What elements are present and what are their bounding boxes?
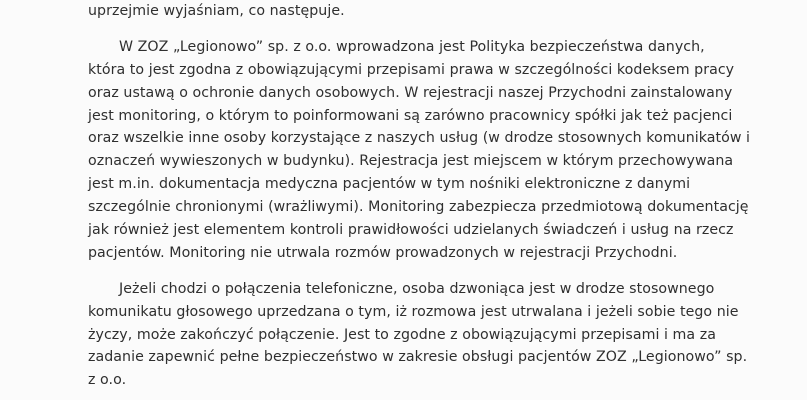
paragraph-2-line: zadanie zapewnić pełne bezpieczeństwo w zakresie obsługi pacjentów ZOZ „Legionowo” sp.	[88, 349, 748, 365]
paragraph-2-line: z o.o.	[88, 372, 127, 388]
paragraph-1-line: oraz wszelkie inne osoby korzystające z naszych usług (w drodze stosownych komunikatów i	[88, 130, 751, 146]
paragraph-1-line: pacjentów. Monitoring nie utrwala rozmów prowadzonych w rejestracji Przychodni.	[88, 245, 678, 261]
paragraph-2-line: komunikatu głosowego uprzedzana o tym, iż rozmowa jest utrwalana i jeżeli sobie tego nie	[88, 304, 739, 320]
paragraph-1-line: jak również jest elementem kontroli prawidłowości udzielanych świadczeń i usług na rzecz	[88, 222, 734, 238]
paragraph-1-line: szczególnie chronionymi (wrażliwymi). Monitoring zabezpiecza przedmiotową dokumentację	[88, 199, 749, 215]
paragraph-1-line: oznaczeń wywieszonych w budynku). Rejestracja jest miejscem w którym przechowywana	[88, 153, 734, 169]
paragraph-1-line: W ZOZ „Legionowo” sp. z o.o. wprowadzona jest Polityka bezpieczeństwa danych,	[119, 39, 705, 55]
paragraph-2-line: Jeżeli chodzi o połączenia telefoniczne, osoba dzwoniąca jest w drodze stosownego	[119, 281, 715, 297]
intro-line: uprzejmie wyjaśniam, co następuje.	[88, 3, 345, 19]
paragraph-1-line: która to jest zgodna z obowiązującymi przepisami prawa w szczególności kodeksem pracy	[88, 62, 735, 78]
paragraph-2-line: życzy, może zakończyć połączenie. Jest to zgodne z obowiązującymi przepisami i ma za	[88, 327, 716, 343]
paragraph-1-line: jest m.in. dokumentacja medyczna pacjentów w tym nośniki elektroniczne z danymi	[88, 176, 691, 192]
paragraph-1-line: oraz ustawą o ochronie danych osobowych. W rejestracji naszej Przychodni zainstalowany	[88, 85, 733, 101]
paragraph-1-line: jest monitoring, o którym to poinformowani są zarówno pracownicy spółki jak też pacjenci	[88, 108, 733, 124]
